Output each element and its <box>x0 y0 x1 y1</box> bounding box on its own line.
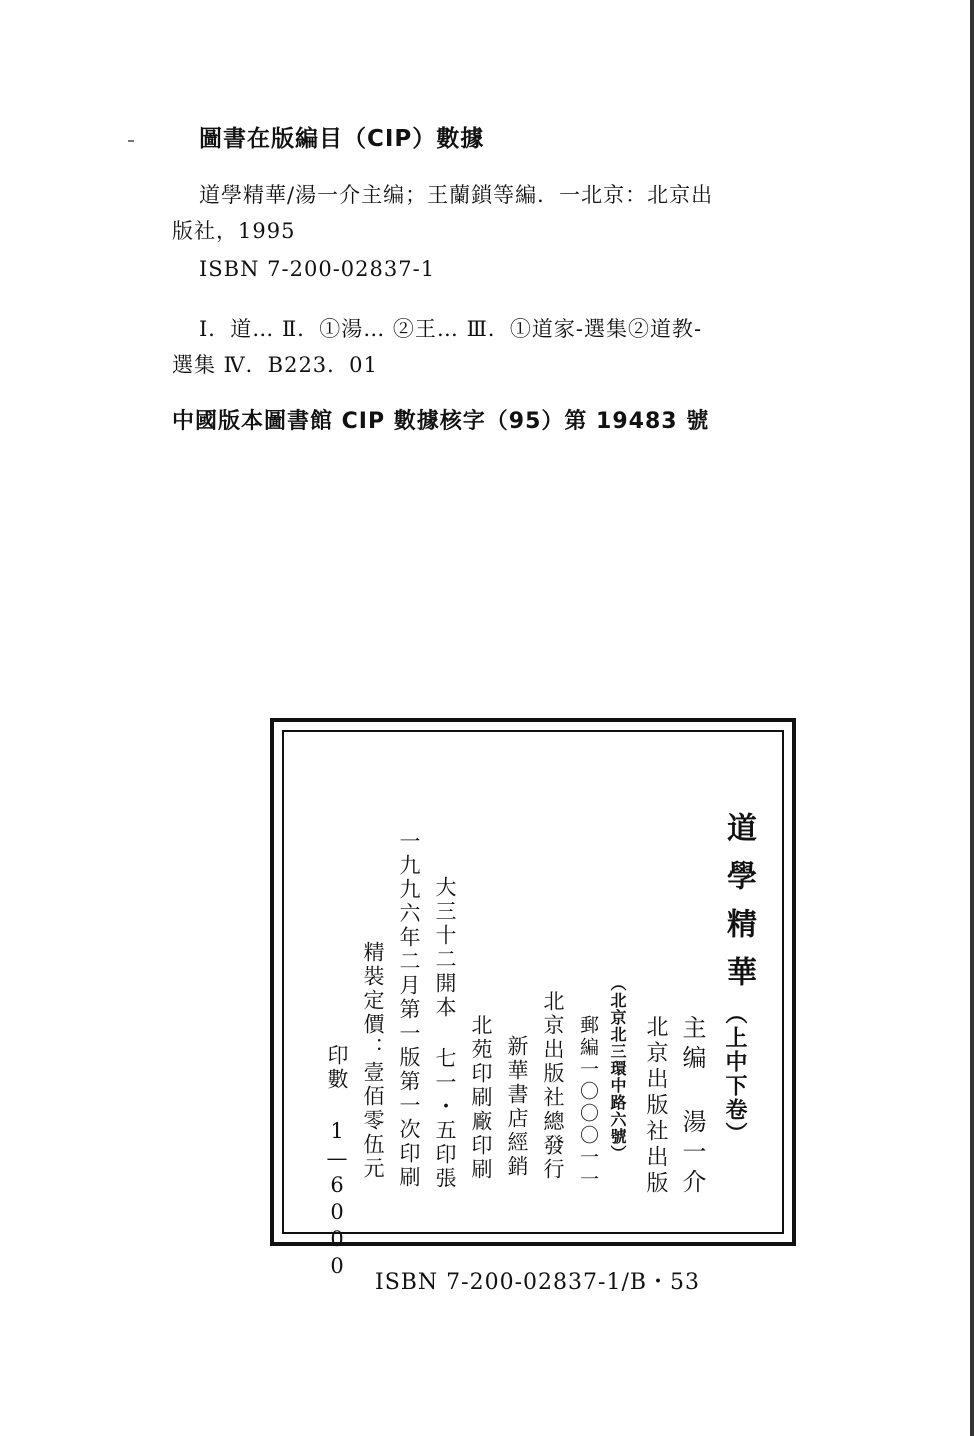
cip-heading: 圖書在版編目（CIP）數據 <box>199 126 485 152</box>
cip-publisher-line: 版社，1995 <box>172 219 296 243</box>
cip-data-number: 中國版本圖書館 CIP 數據核字（95）第 19483 號 <box>172 409 710 434</box>
isbn-footer: ISBN 7-200-02837-1/B・53 <box>375 1270 701 1295</box>
cip-classification-line: 選集 Ⅳ．B223．01 <box>172 353 378 377</box>
book-title: 道學精華 <box>721 812 756 1004</box>
publisher-address: （北京北三環中路六號） <box>608 975 627 1162</box>
book-format: 大三十二開本 七一・五印張 <box>433 876 457 1191</box>
printer: 北苑印刷廠印刷 <box>469 1014 493 1182</box>
cip-title-line: 道學精華/湯一介主编；王蘭鎖等編．一北京：北京出 <box>199 183 714 207</box>
volume-note: （上中下卷） <box>722 1002 748 1146</box>
edition-info: 一九九六年二月第一版第一次印刷 <box>397 830 421 1190</box>
seller: 新華書店經銷 <box>505 1035 529 1179</box>
publisher: 北京出版社出版 <box>643 1015 668 1197</box>
cip-isbn: ISBN 7-200-02837-1 <box>199 257 436 281</box>
margin-mark <box>128 140 134 142</box>
chief-editor: 主编 湯一介 <box>678 1015 706 1199</box>
distributor: 北京出版社總發行 <box>541 990 565 1182</box>
price: 精裝定價：壹佰零伍元 <box>361 941 385 1181</box>
page-edge <box>970 0 974 1436</box>
postcode: 郵編一〇〇〇一一 <box>577 1015 599 1191</box>
cip-subject-line: Ⅰ．道… Ⅱ．①湯… ②王… Ⅲ．①道家-選集②道教- <box>199 317 703 341</box>
print-run: 印數 1—6000 <box>325 1044 349 1281</box>
